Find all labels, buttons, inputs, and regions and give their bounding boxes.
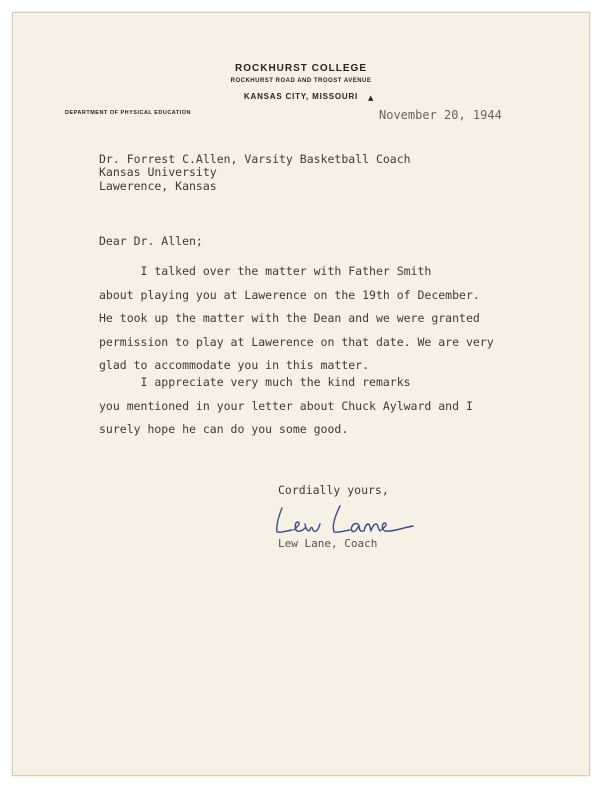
letter-paper — [12, 12, 590, 776]
letterhead-address: ROCKHURST ROAD AND TROOST AVENUE — [230, 78, 372, 84]
handwritten-signature — [268, 500, 418, 540]
typed-signature: Lew Lane, Coach — [278, 537, 378, 550]
recipient-line-1: Dr. Forrest C.Allen, Varsity Basketball Coach — [99, 152, 411, 166]
salutation: Dear Dr. Allen; — [99, 234, 203, 248]
body-line: about playing you at Lawerence on the 19th of December. — [99, 287, 480, 302]
letterhead-college-name: ROCKHURST COLLEGE — [235, 63, 367, 74]
letterhead-mark-icon: ▲ — [368, 94, 374, 102]
body-line: He took up the matter with the Dean and we were granted — [99, 311, 480, 325]
closing: Cordially yours, — [278, 483, 389, 497]
body-line: you mentioned in your letter about Chuck Aylward and I — [99, 398, 473, 413]
body-paragraph-1 — [99, 260, 494, 378]
body-paragraph-2 — [99, 371, 473, 442]
letterhead-department: DEPARTMENT OF PHYSICAL EDUCATION — [65, 110, 192, 116]
body-line: glad to accommodate you in this matter. — [99, 358, 370, 372]
body-line: permission to play at Lawerence on that date. We are very — [99, 334, 494, 349]
body-line: I talked over the matter with Father Smith — [99, 264, 432, 278]
letterhead-city: KANSAS CITY, MISSOURI — [243, 92, 359, 101]
body-line: I appreciate very much the kind remarks — [99, 375, 411, 389]
recipient-line-3: Lawerence, Kansas — [99, 179, 217, 193]
recipient-line-2: Kansas University — [99, 165, 217, 179]
letter-date: November 20, 1944 — [379, 108, 502, 122]
body-line: surely hope he can do you some good. — [99, 422, 349, 436]
